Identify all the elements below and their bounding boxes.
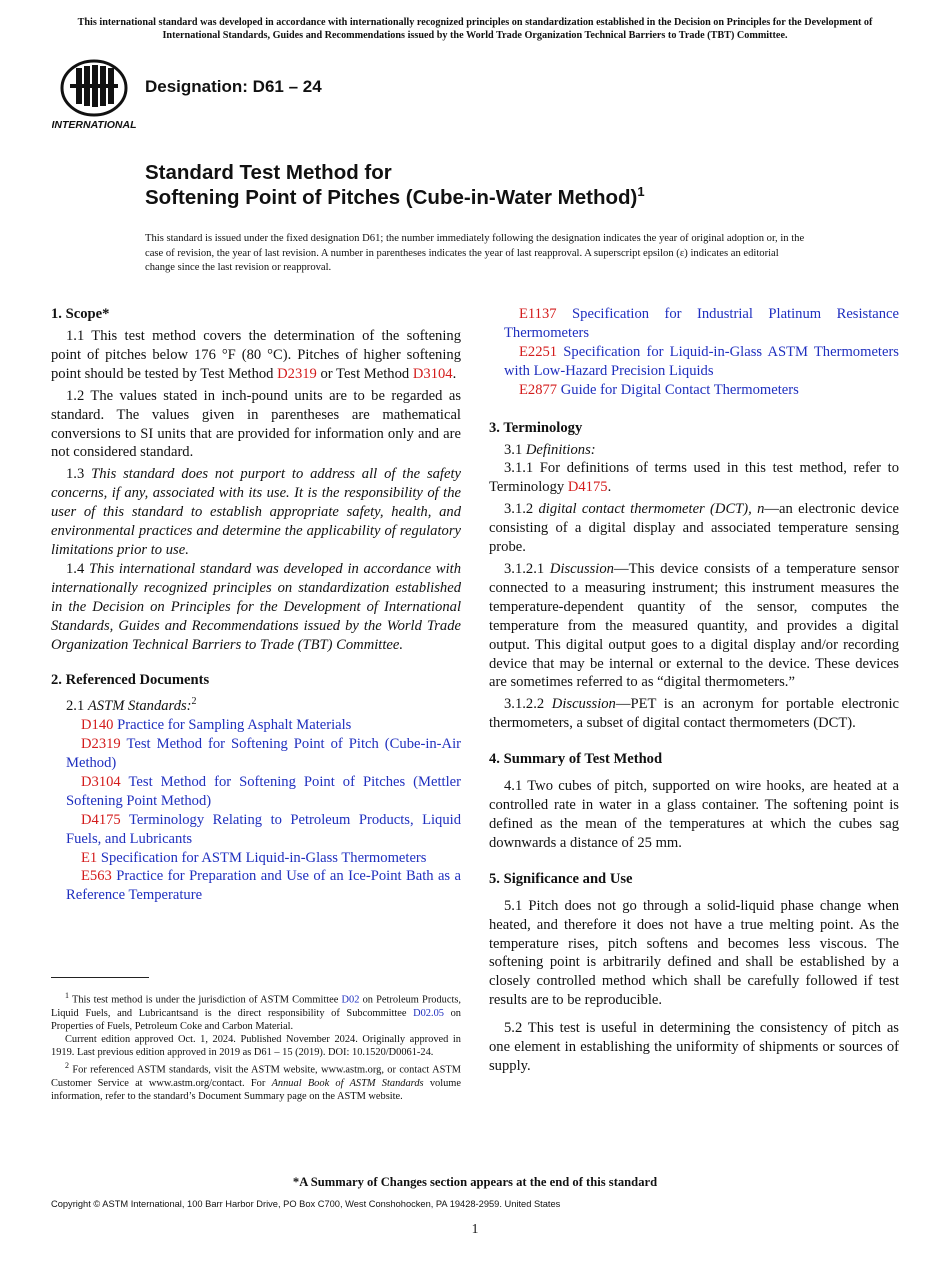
reference-id[interactable]: E1137 — [519, 306, 557, 322]
reference-title[interactable]: Guide for Digital Contact Thermometers — [560, 381, 799, 398]
paragraph-1-1 — [51, 327, 461, 384]
reference-id[interactable]: D4175 — [81, 811, 121, 828]
designation: Designation: D61 – 24 — [145, 77, 322, 96]
paragraph-5-2: 5.2 This test is useful in determining the consistency of pitch as one element in establishing the uniformity of shipments or sources of supply. — [489, 1020, 899, 1074]
section-heading-scope: 1. Scope* — [51, 306, 110, 322]
section-heading-referenced-documents: 2. Referenced Documents — [51, 672, 210, 689]
paragraph-text: . — [607, 479, 612, 496]
summary-of-changes-note: *A Summary of Changes section appears at the end of this standard — [292, 1175, 658, 1189]
top-notice: This international standard was developed in accordance with internationally recognized principles on standardization established in the Decision on Principles for the Development of International Standards, Guides and Recommendations issued by the World Trade Organization Technical Barriers to Trade (TBT) Committee. — [77, 17, 873, 41]
reference-item[interactable] — [489, 305, 899, 343]
footnote-marker: 2 — [65, 1061, 69, 1071]
title-line-1: Standard Test Method for — [145, 161, 392, 184]
left-column — [51, 305, 461, 905]
reference-id[interactable]: D140 — [81, 717, 114, 734]
astm-logo-icon — [52, 56, 136, 132]
astm-logo — [52, 56, 136, 132]
footnote-ref-2[interactable]: 2 — [191, 696, 197, 708]
reference-title[interactable]: Specification for Liquid-in-Glass ASTM Thermometers with Low-Hazard Precision Liquids — [504, 343, 899, 379]
reference-title[interactable]: Practice for Sampling Asphalt Materials — [117, 717, 352, 734]
paragraph-text: 1.1 This test method covers the determination of the softening point of pitches below 176 °F (80 °C). Pitches of higher softening point should be tested by Test Method — [51, 328, 461, 382]
reference-item[interactable] — [51, 735, 461, 773]
reference-list — [51, 716, 461, 905]
reference-item[interactable] — [51, 773, 461, 811]
footnote-text: on Properties of Fuels, Petroleum Coke and Carbon Material. — [51, 1007, 461, 1032]
paragraph-3-1-2-2 — [489, 695, 899, 733]
paragraph-3-1 — [489, 441, 899, 460]
logo-text: INTERNATIONAL — [52, 119, 136, 131]
footnote-text: For referenced ASTM standards, visit the ASTM website, www.astm.org, or contact ASTM Customer Service at www.astm.org/contact. For — [51, 1064, 461, 1090]
paragraph-text: This standard does not purport to address all of the safety concerns, if any, associated with its use. It is the responsibility of the user of this standard to establish appropriate safety, health, and environmental practices and determine the applicability of regulatory limitations prior to use. — [51, 466, 461, 558]
reference-title[interactable]: Practice for Preparation and Use of an Ice-Point Bath as a Reference Temperature — [66, 868, 462, 904]
link-d4175[interactable]: D4175 — [567, 479, 608, 496]
reference-item[interactable] — [51, 811, 461, 849]
paragraph-number: 3.1.2 — [504, 501, 539, 518]
paragraph-number: 3.1.2.1 — [504, 560, 550, 577]
paragraph-4-1: 4.1 Two cubes of pitch, supported on wire hooks, are heated at a controlled rate in water in a glass container. The softening point is defined as the mean of the temperatures at which the cubes sag downwards a distance of 25 mm. — [489, 778, 899, 851]
paragraph-3-1-2-1 — [489, 560, 899, 692]
paragraph-text: —an electronic device consisting of a digital display and associated temperature sensing probe. — [489, 501, 899, 556]
paragraph-1-4 — [51, 560, 461, 655]
title-line-2-text: Softening Point of Pitches (Cube-in-Water Method) — [145, 186, 638, 209]
reference-id[interactable]: E2251 — [519, 343, 558, 360]
paragraph-text: . — [452, 365, 457, 382]
paragraph-number: 3.1 — [504, 441, 526, 458]
paragraph-number: 3.1.2.2 — [504, 696, 552, 713]
footnote-divider — [51, 977, 149, 978]
reference-title[interactable]: Terminology Relating to Petroleum Products, Liquid Fuels, and Lubricants — [66, 811, 462, 847]
reference-title[interactable]: Specification for ASTM Liquid-in-Glass Thermometers — [100, 849, 427, 866]
defined-term: Discussion — [549, 560, 614, 577]
defined-term: Discussion — [551, 696, 616, 713]
title-footnote-ref[interactable]: 1 — [637, 184, 645, 199]
paragraph-number: 1.3 — [66, 466, 92, 483]
title-line-2 — [145, 185, 845, 210]
link-d02-05[interactable]: D02.05 — [413, 1007, 444, 1019]
reference-item[interactable] — [51, 716, 461, 735]
right-column — [489, 305, 899, 1076]
paragraph-number: 2.1 — [66, 698, 88, 715]
section-heading-significance: 5. Significance and Use — [489, 870, 633, 887]
paragraph-text: Definitions: — [525, 441, 596, 458]
footnote-1-approval: Current edition approved Oct. 1, 2024. Published November 2024. Originally approved in 1919. Last previous edition approved in 2019 as D61 – 15 (2019). DOI: 10.1520/D0061-24. — [51, 1034, 461, 1059]
paragraph-number: 1.4 — [66, 560, 90, 577]
defined-term: digital contact thermometer (DCT), n — [538, 501, 765, 518]
paragraph-1-3 — [51, 465, 461, 560]
document-title — [145, 160, 845, 210]
page-number: 1 — [471, 1221, 479, 1236]
footnote-2 — [51, 1059, 461, 1103]
reference-item[interactable] — [489, 381, 899, 400]
reference-id[interactable]: E2877 — [519, 381, 558, 398]
paragraph-3-1-1 — [489, 459, 899, 497]
footnote-text: on Petroleum Products, Liquid Fuels, and Lubricantsand is the direct responsibility of Subcommittee — [51, 994, 462, 1019]
link-d3104[interactable]: D3104 — [412, 365, 453, 382]
footnotes — [51, 989, 461, 1104]
reference-id[interactable]: D3104 — [81, 773, 121, 790]
section-heading-summary: 4. Summary of Test Method — [489, 751, 663, 768]
reference-id[interactable]: E1 — [81, 849, 98, 866]
footnote-text: volume information, refer to the standard’s Document Summary page on the ASTM website. — [51, 1078, 461, 1103]
reference-item[interactable] — [489, 343, 899, 381]
link-d2319[interactable]: D2319 — [277, 365, 317, 382]
paragraph-text: 3.1.1 For definitions of terms used in this test method, refer to Terminology — [489, 460, 899, 496]
paragraph-text: This international standard was developed in accordance with internationally recognized principles on standardization established in the Decision on Principles for the Development of International Standards, Guides and Recommendations issued by the World Trade Organization Technical Barriers to Trade (TBT) Committee. — [51, 560, 462, 653]
reference-title[interactable]: Test Method for Softening Point of Pitches (Mettler Softening Point Method) — [66, 773, 461, 809]
issuance-note: This standard is issued under the fixed designation D61; the number immediately following the designation indicates the year of original adoption or, in the case of revision, the year of last revision. A number in parentheses indicates the year of last reapproval. A superscript epsilon (ε) indicates an editorial change since the last revision or reapproval. — [145, 233, 805, 274]
link-d02[interactable]: D02 — [341, 994, 360, 1006]
paragraph-text: —PET is an acronym for portable electronic thermometers, a subset of digital contact thermometers (DCT). — [489, 696, 900, 732]
copyright: Copyright © ASTM International, 100 Barr Harbor Drive, PO Box C700, West Conshohocken, PA 19428-2959. United States — [51, 1199, 561, 1209]
section-heading-terminology: 3. Terminology — [489, 419, 583, 436]
reference-id[interactable]: D2319 — [81, 736, 121, 753]
paragraph-text: —This device consists of a temperature sensor connected to a measuring instrument; this instrument measures the temperature-dependent quantity of the sensor, computes the temperature from the measured quantity, and provides a digital output. This digital output goes to a digital display and/or recording device that may be internal or external to the device. These devices are sometimes referred to as “digital thermometers.” — [489, 560, 900, 691]
reference-item[interactable] — [51, 849, 461, 868]
paragraph-text: or Test Method — [316, 365, 413, 382]
reference-id[interactable]: E563 — [81, 868, 112, 885]
paragraph-2-1 — [51, 693, 461, 716]
footnote-1 — [51, 989, 461, 1033]
paragraph-1-2: 1.2 The values stated in inch-pound units are to be regarded as standard. The values given in parentheses are mathematical conversions to SI units that are provided for information only and are not considered standard. — [51, 387, 461, 461]
paragraph-text: ASTM Standards: — [87, 698, 192, 715]
footnote-text: This test method is under the jurisdiction of ASTM Committee — [69, 994, 342, 1006]
reference-title[interactable]: Specification for Industrial Platinum Resistance Thermometers — [504, 306, 899, 341]
paragraph-3-1-2 — [489, 500, 899, 557]
reference-item[interactable] — [51, 867, 461, 905]
footnote-marker: 1 — [65, 991, 69, 1000]
reference-list-continued — [489, 305, 899, 400]
reference-title[interactable]: Test Method for Softening Point of Pitch (Cube-in-Air Method) — [66, 736, 461, 771]
footnote-text: Annual Book of ASTM Standards — [271, 1078, 424, 1090]
paragraph-5-1: 5.1 Pitch does not go through a solid-liquid phase change when heated, and therefore it does not have a true melting point. As the temperature rises, pitch softens and becomes less viscous. The softening point is arbitrarily defined and shall be established by a closely controlled method which shall be carefully followed if test results are to be reproducible. — [489, 897, 899, 1009]
